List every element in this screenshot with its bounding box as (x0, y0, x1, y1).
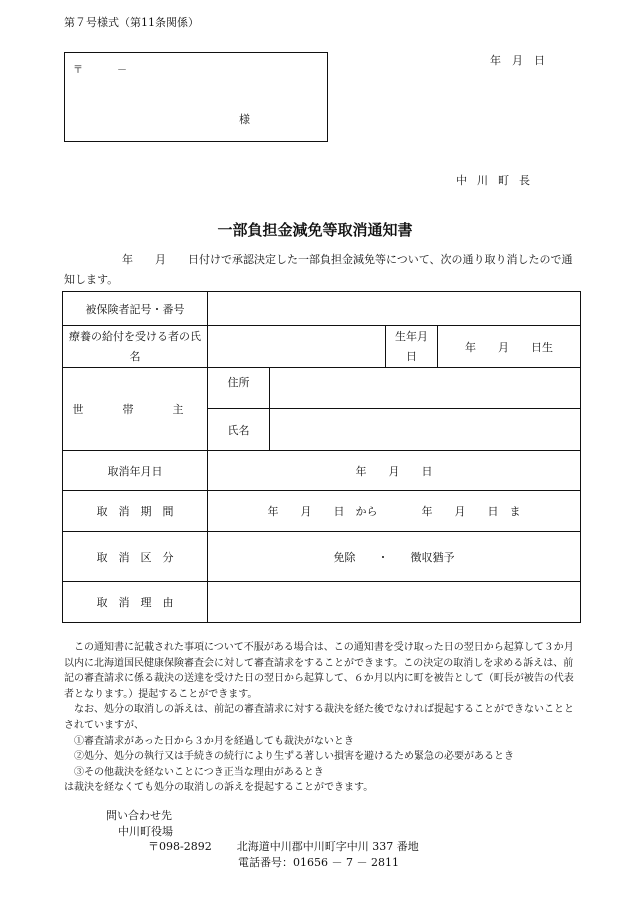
table-row (63, 292, 581, 326)
address-label: 住所 (208, 368, 270, 409)
issue-date: 年 月 日 (490, 54, 545, 67)
table-row (63, 451, 581, 491)
table-row (63, 532, 581, 582)
cancel-period-value: 年 月 日 から 年 月 日 ま (208, 491, 581, 532)
contact-address-line (106, 839, 419, 855)
postal-dash: － (117, 65, 127, 76)
recipient-value (208, 326, 386, 368)
insured-number-value (208, 292, 581, 326)
notes-list-item: ①審査請求があった日から３か月を経過しても裁決がないとき (74, 735, 354, 747)
notes-closing: は裁決を経なくても処分の取消しの訴えを提起することができます。 (64, 782, 374, 794)
postal-mark: 〒 (73, 65, 83, 76)
form-number: 第７号様式（第11条関係） (64, 16, 199, 29)
document-title: 一部負担金減免等取消通知書 (217, 221, 413, 239)
birth-date-label: 生年月日 (386, 326, 438, 368)
notes-paragraph: この通知書に記載された事項について不服がある場合は、この通知書を受け取った日の翌日から起算して３か月以内に北海道国民健康保険審査会に対して審査請求をすることができます。この決定の取消しを求める訴えは、前記の審査請求に係る裁決の送達を受けた日の翌日から起算して、６か月以内に町を被告として（町長が被告の代表者となります。）提起することができます。 (64, 642, 574, 700)
cancel-reason-label: 取 消 理 由 (63, 582, 208, 623)
recipient-label: 療養の給付を受ける者の氏名 (63, 326, 208, 368)
table-row (63, 491, 581, 532)
honorific-sama: 様 (239, 113, 250, 126)
cancellation-table (62, 291, 581, 623)
intro-text: 年 月 日付けで承認決定した一部負担金減免等について、次の通り取り消したので通知します。 (64, 253, 573, 286)
table-row (63, 326, 581, 368)
contact-heading: 問い合わせ先 (106, 809, 172, 822)
notes-paragraph: なお、処分の取消しの訴えは、前記の審査請求に対する裁決を経た後でなければ提起することができないこととされていますが、 (64, 704, 574, 731)
contact-block (106, 808, 419, 870)
insured-number-label: 被保険者記号・番号 (63, 292, 208, 326)
issuer-name: 中川町長 (456, 174, 540, 187)
table-row (63, 368, 581, 409)
name-label: 氏名 (208, 409, 270, 451)
cancel-category-label: 取 消 区 分 (63, 532, 208, 582)
contact-postal: 〒098-2892 (148, 840, 212, 853)
address-value (270, 368, 581, 409)
cancel-period-label: 取 消 期 間 (63, 491, 208, 532)
cancel-date-label: 取消年月日 (63, 451, 208, 491)
contact-address: 北海道中川郡中川町字中川 337 番地 (236, 840, 419, 853)
cancel-category-value: 免除 ・ 徴収猶予 (208, 532, 581, 582)
contact-phone: 電話番号：01656 － 7 － 2811 (238, 855, 399, 869)
household-head-label: 世 帯 主 (63, 368, 208, 451)
address-box (64, 52, 328, 142)
birth-date-value: 年 月 日生 (438, 326, 581, 368)
table-row (63, 582, 581, 623)
notes-list-item: ③その他裁決を経ないことにつき正当な理由があるとき (74, 766, 324, 778)
cancel-date-value: 年 月 日 (208, 451, 581, 491)
name-value (270, 409, 581, 451)
contact-office: 中川町役場 (118, 824, 173, 838)
cancel-reason-value (208, 582, 581, 623)
notes-list-item: ②処分、処分の執行又は手続きの続行により生ずる著しい損害を避けるため緊急の必要があるとき (74, 751, 514, 763)
appeal-notes (64, 640, 582, 796)
